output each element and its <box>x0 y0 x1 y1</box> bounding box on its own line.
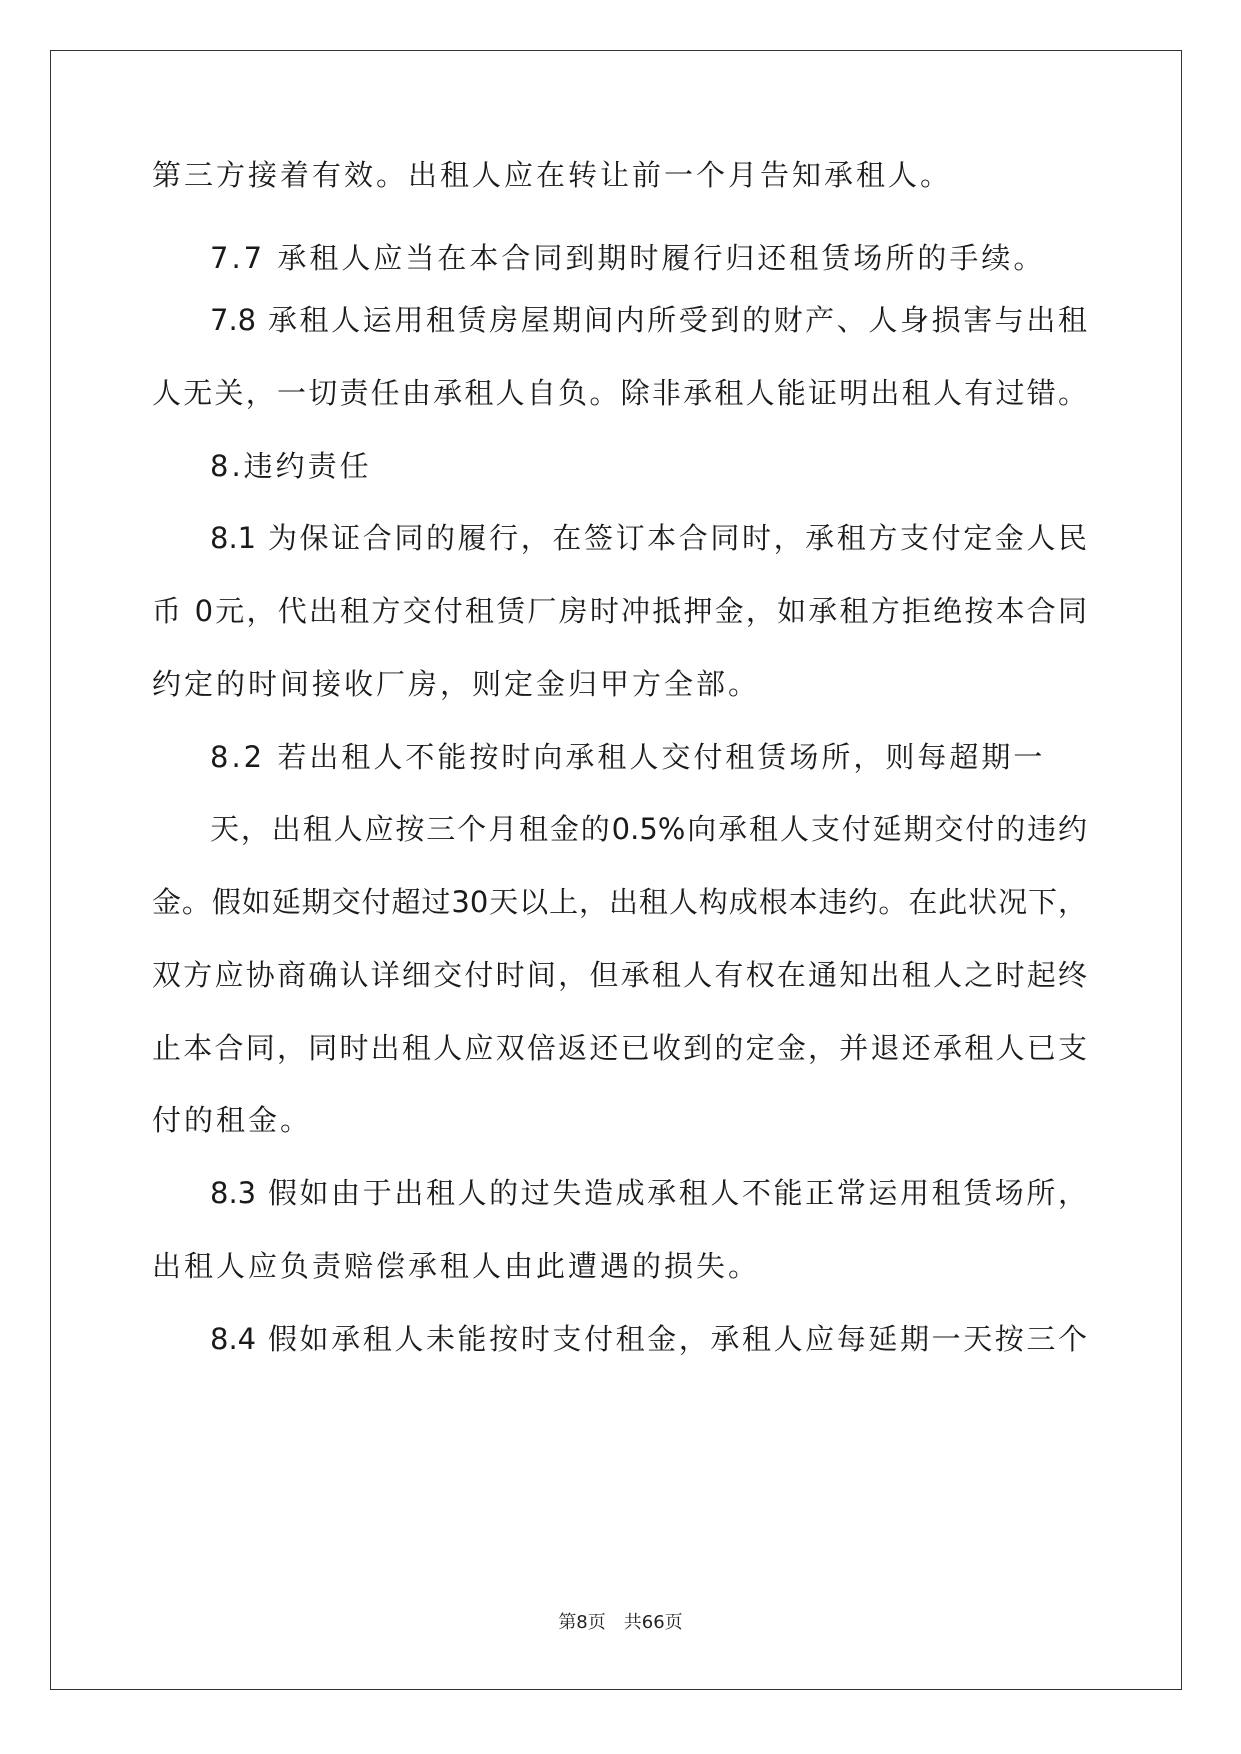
text-line: 付的租金。 <box>152 1103 313 1137</box>
text-line: 出租人应负责赔偿承租人由此遭遇的损失。 <box>152 1249 761 1283</box>
text-line: 8.2 若出租人不能按时向承租人交付租赁场所，则每超期一 <box>210 740 1046 774</box>
page-footer: 第8页 共66页 <box>558 1612 683 1633</box>
text-line: 天，出租人应按三个月租金的0.5%向承租人支付延期交付的违约 <box>210 812 1087 846</box>
text-line: 8.3 假如由于出租人的过失造成承租人不能正常运用租赁场所， <box>210 1176 1087 1210</box>
text-line: 双方应协商确认详细交付时间，但承租人有权在通知出租人之时起终 <box>152 958 1087 992</box>
page-border <box>50 50 1182 1690</box>
text-line: 第三方接着有效。出租人应在转让前一个月告知承租人。 <box>152 158 953 192</box>
text-line: 8.4 假如承租人未能按时支付租金，承租人应每延期一天按三个 <box>210 1322 1087 1356</box>
text-line: 8.1 为保证合同的履行，在签订本合同时，承租方支付定金人民 <box>210 521 1087 555</box>
section-heading: 8.违约责任 <box>210 449 372 483</box>
text-line: 7.8 承租人运用租赁房屋期间内所受到的财产、人身损害与出租 <box>210 303 1087 337</box>
text-line: 7.7 承租人应当在本合同到期时履行归还租赁场所的手续。 <box>210 241 1046 275</box>
text-line: 币 0元，代出租方交付租赁厂房时冲抵押金，如承租方拒绝按本合同 <box>152 594 1087 628</box>
text-line: 金。假如延期交付超过30天以上，出租人构成根本违约。在此状况下， <box>152 885 1087 919</box>
text-line: 约定的时间接收厂房，则定金归甲方全部。 <box>152 667 761 701</box>
text-line: 止本合同，同时出租人应双倍返还已收到的定金，并退还承租人已支 <box>152 1031 1087 1065</box>
text-line: 人无关，一切责任由承租人自负。除非承租人能证明出租人有过错。 <box>152 376 1087 410</box>
